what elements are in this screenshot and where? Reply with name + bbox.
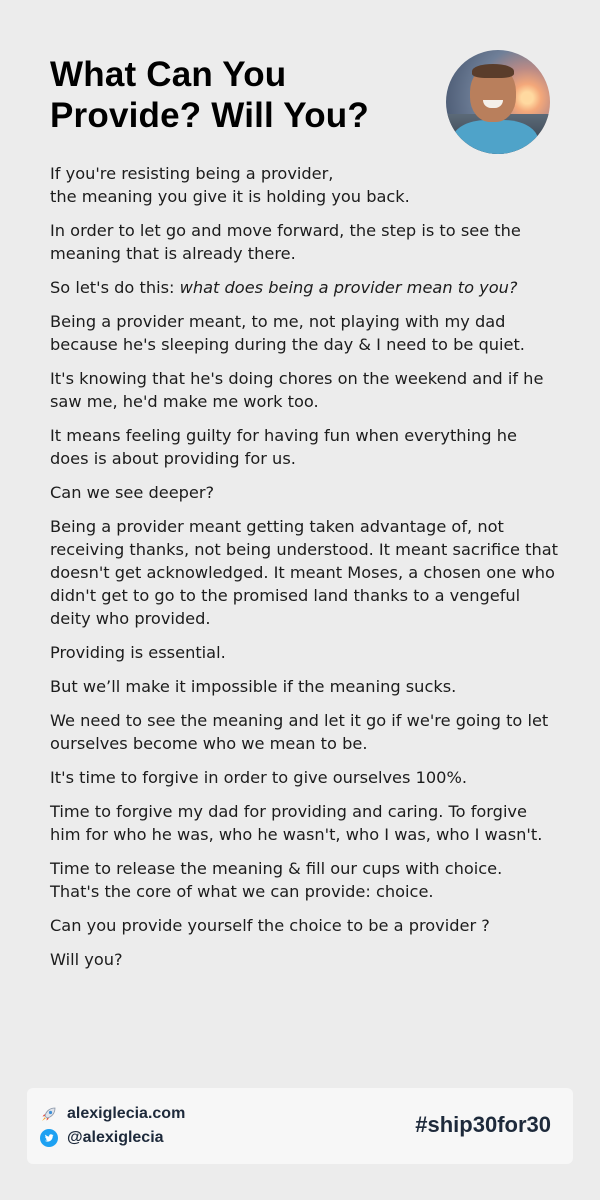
paragraph: In order to let go and move forward, the step is to see the meaning that is already there. <box>50 221 521 263</box>
paragraph: If you're resisting being a provider, the meaning you give it is holding you back. <box>50 164 410 206</box>
paragraph: Being a provider meant getting taken advantage of, not receiving thanks, not being understood. It meant sacrifice that doesn't get acknowledged. It meant Moses, a chosen one who didn't get to go to the promised land thanks to a vengeful deity who provided. <box>50 517 559 628</box>
twitter-link[interactable] <box>39 1126 185 1150</box>
article-body <box>50 162 560 982</box>
paragraph: It's knowing that he's doing chores on the weekend and if he saw me, he'd make me work too. <box>50 369 544 411</box>
paragraph: But we’ll make it impossible if the meaning sucks. <box>50 677 457 696</box>
rocket-icon <box>39 1104 59 1124</box>
paragraph <box>50 276 560 299</box>
paragraph: It's time to forgive in order to give ourselves 100%. <box>50 768 468 787</box>
paragraph: Being a provider meant, to me, not playing with my dad because he's sleeping during the day & I need to be quiet. <box>50 312 525 354</box>
paragraph: Can you provide yourself the choice to be a provider ? <box>50 916 490 935</box>
website-link[interactable] <box>39 1102 185 1126</box>
header <box>50 50 550 160</box>
paragraph: Time to release the meaning & fill our cups with choice. That's the core of what we can provide: choice. <box>50 859 503 901</box>
footer-card <box>27 1088 573 1164</box>
paragraph: Will you? <box>50 950 123 969</box>
hashtag[interactable]: #ship30for30 <box>415 1112 551 1137</box>
avatar-hair <box>472 64 514 78</box>
paragraph: It means feeling guilty for having fun when everything he does is about providing for us. <box>50 426 517 468</box>
paragraph-question: what does being a provider mean to you? <box>179 278 518 297</box>
paragraph: Providing is essential. <box>50 643 226 662</box>
twitter-handle: @alexiglecia <box>67 1129 164 1146</box>
paragraph: Time to forgive my dad for providing and caring. To forgive him for who he was, who he wasn't, who I was, who I wasn't. <box>50 802 543 844</box>
twitter-bird-icon <box>39 1128 59 1148</box>
page-title: What Can You Provide? Will You? <box>50 55 369 135</box>
avatar-shirt <box>452 120 538 154</box>
website-text: alexiglecia.com <box>67 1105 186 1122</box>
paragraph: We need to see the meaning and let it go if we're going to let ourselves become who we mean to be. <box>50 711 549 753</box>
author-avatar <box>446 50 550 154</box>
paragraph: Can we see deeper? <box>50 483 215 502</box>
paragraph-text: So let's do this: <box>50 278 180 297</box>
footer-links <box>39 1102 185 1150</box>
